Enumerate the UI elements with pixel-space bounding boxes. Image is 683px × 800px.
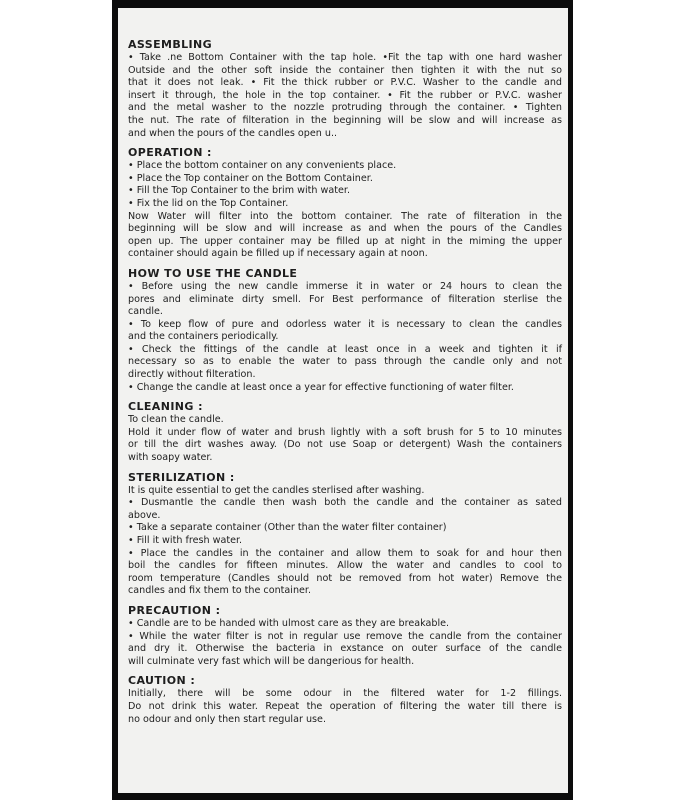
section-precaution	[128, 604, 562, 668]
text-line: • While the water filter is not in regular use remove the candle from the container	[128, 630, 562, 642]
text-line: • Place the Top container on the Bottom Container.	[128, 172, 373, 184]
text-line: • Take a separate container (Other than the water filter container)	[128, 522, 447, 534]
text-line: • Before using the new candle immerse it in water or 24 hours to clean the	[128, 280, 562, 292]
section-operation	[128, 146, 562, 261]
section-heading: STERILIZATION :	[128, 470, 235, 484]
section-caution	[128, 674, 562, 726]
text-line: beginning will be slow and will increase as and when the pours of the Candles	[128, 223, 562, 235]
text-line: insert it through, the hole in the top container. • Fit the rubber or P.V.C. washer	[128, 89, 562, 101]
text-line: and when the pours of the candles open u..	[128, 127, 338, 139]
text-line: room temperature (Candles should not be removed from hot water) Remove the	[128, 572, 562, 584]
text-line: • Candle are to be handed with ulmost care as they are breakable.	[128, 617, 450, 629]
text-line: • Dusmantle the candle then wash both the candle and the container as sated	[128, 497, 562, 509]
section-heading: CLEANING :	[128, 400, 203, 414]
text-line: with soapy water.	[128, 452, 213, 464]
section-heading: PRECAUTION :	[128, 603, 221, 617]
text-line: Hold it under flow of water and brush lightly with a soft brush for 5 to 10 minutes	[128, 426, 562, 438]
text-line: Initially, there will be some odour in the filtered water for 1-2 fillings.	[128, 688, 562, 700]
text-line: and the metal washer to the nozzle protruding through the container. • Tighten	[128, 102, 562, 114]
text-line: the nut. The rate of filteration in the beginning will be slow and will increase as	[128, 114, 562, 126]
text-line: Do not drink this water. Repeat the operation of filtering the water till there is	[128, 700, 562, 712]
text-line: • Place the candles in the container and allow them to soak for and hour then	[128, 547, 562, 559]
text-line: • Fill it with fresh water.	[128, 535, 243, 546]
text-line: Outside and the other soft inside the container then tighten it with the nut so	[128, 64, 562, 76]
text-line: Now Water will filter into the bottom container. The rate of filteration in the	[128, 210, 562, 222]
text-line: pores and eliminate dirty smell. For Best performance of filteration sterlise the	[128, 293, 562, 305]
text-line: boil the candles for fifteen minutes. Allow the water and candles to cool to	[128, 560, 562, 572]
text-line: above.	[128, 509, 161, 521]
text-line: no odour and only then start regular use.	[128, 713, 326, 725]
text-line: • Fix the lid on the Top Container.	[128, 197, 289, 209]
text-line: that it does not leak. • Fit the thick rubber or P.V.C. Washer to the candle and	[128, 77, 562, 89]
text-line: candle.	[128, 306, 163, 318]
text-line: and the containers periodically.	[128, 331, 279, 343]
text-line: candles and fix them to the container.	[128, 585, 312, 597]
text-line: and dry it. Otherwise the bacteria in exstance on outer surface of the candle	[128, 643, 562, 655]
text-line: • To keep flow of pure and odorless water it is necessary to clean the candles	[128, 318, 562, 330]
text-line: will culminate very fast which will be dangerious for health.	[128, 655, 415, 667]
text-line: directly without filteration.	[128, 369, 256, 381]
section-cleaning	[128, 400, 562, 464]
instruction-sheet	[118, 8, 568, 793]
text-line: container should again be filled up if necessary again at noon.	[128, 248, 428, 260]
section-heading: HOW TO USE THE CANDLE	[128, 266, 298, 280]
text-line: necessary so as to enable the water to pass through the candle only and not	[128, 356, 562, 368]
text-line: • Check the fittings of the candle at least once in a week and tighten it if	[128, 343, 562, 355]
text-line: • Take .ne Bottom Container with the tap hole. •Fit the tap with one hard washer	[128, 52, 562, 63]
section-heading: CAUTION :	[128, 674, 196, 688]
text-line: To clean the candle.	[128, 414, 224, 426]
section-heading: ASSEMBLING	[128, 38, 213, 51]
text-line: It is quite essential to get the candles sterlised after washing.	[128, 484, 425, 496]
text-line: open up. The upper container may be filled up at night in the miming the upper	[128, 235, 562, 247]
section-assembling	[128, 38, 562, 140]
text-line: or till the dirt washes away. (Do not use Soap or detergent) Wash the containers	[128, 439, 562, 451]
section-how-to-use-the-candle	[128, 267, 562, 394]
text-line: • Fill the Top Container to the brim with water.	[128, 185, 351, 197]
section-sterilization	[128, 471, 562, 598]
section-heading: OPERATION :	[128, 146, 212, 160]
text-line: • Change the candle at least once a year for effective functioning of water filter.	[128, 381, 514, 393]
text-line: • Place the bottom container on any convenients place.	[128, 160, 397, 172]
